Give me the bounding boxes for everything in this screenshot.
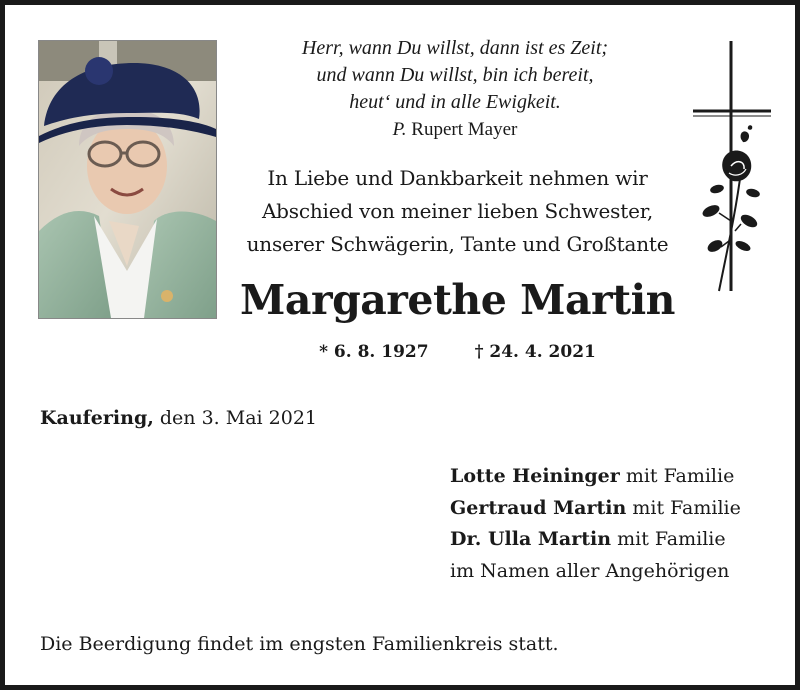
life-dates (220, 342, 695, 362)
mourner-suffix: mit Familie (625, 465, 735, 487)
verse-block (225, 35, 685, 143)
portrait-photo (38, 40, 217, 319)
verse-line: und wann Du willst, bin ich bereit, (316, 64, 594, 86)
intro-line: In Liebe und Dankbarkeit nehmen wir (267, 166, 648, 190)
mourner-entry (450, 493, 741, 525)
verse-author-initial: P. (392, 119, 407, 140)
portrait-image (39, 41, 216, 318)
place-date-line (40, 407, 317, 429)
mourner-name: Lotte Heininger (450, 465, 620, 487)
intro-line: Abschied von meiner lieben Schwester, (261, 199, 654, 223)
mourner-suffix: mit Familie (632, 496, 741, 519)
mourner-entry (450, 461, 741, 493)
mourner-name: Dr. Ulla Martin (450, 528, 612, 550)
mourners-list (450, 461, 741, 587)
verse-line: Herr, wann Du willst, dann ist es Zeit; (301, 37, 609, 59)
birth-date: * 6. 8. 1927 (319, 342, 429, 362)
funeral-note: Die Beerdigung findet im engsten Familienkreis statt. (40, 633, 559, 655)
place: Kaufering, (40, 407, 154, 429)
mourner-entry (450, 524, 741, 556)
cross-with-rose-icon (691, 41, 775, 297)
mourner-entry (450, 556, 741, 588)
intro-text (220, 162, 695, 261)
mourner-suffix: mit Familie (617, 528, 726, 550)
mourner-name: Gertraud Martin (450, 496, 627, 519)
mourner-suffix: im Namen aller Angehörigen (450, 559, 730, 582)
verse-author-name: Rupert Mayer (411, 119, 518, 140)
intro-line: unserer Schwägerin, Tante und Großtante (246, 232, 669, 256)
verse-author (225, 116, 685, 143)
death-date: † 24. 4. 2021 (474, 342, 596, 362)
verse-line: heut‘ und in alle Ewigkeit. (349, 91, 561, 113)
date: den 3. Mai 2021 (159, 407, 317, 429)
deceased-name: Margarethe Martin (240, 276, 675, 324)
